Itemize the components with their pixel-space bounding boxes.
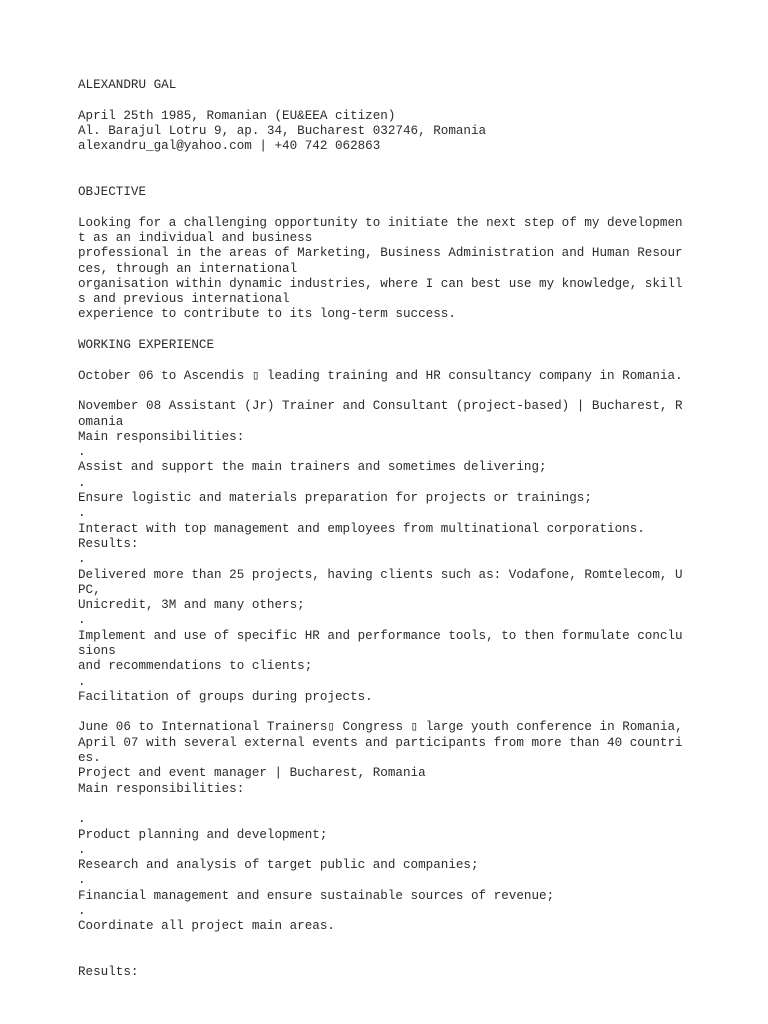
list-item: Facilitation of groups during projects. — [78, 689, 373, 704]
bullet-marker: . — [78, 873, 86, 888]
experience-heading: WORKING EXPERIENCE — [78, 338, 215, 353]
job1-title: November 08 Assistant (Jr) Trainer and Consultant (project-based) | Bucharest, R — [78, 399, 683, 414]
bullet-marker: . — [78, 904, 86, 919]
objective-text: ces, through an international — [78, 261, 298, 276]
list-item: Coordinate all project main areas. — [78, 919, 335, 934]
job2-title: Project and event manager | Bucharest, Romania — [78, 766, 426, 781]
objective-heading: OBJECTIVE — [78, 185, 147, 200]
bullet-marker: . — [78, 842, 86, 857]
job2-responsibilities-label: Main responsibilities: — [78, 781, 245, 796]
job2-intro: June 06 to International Trainers▯ Congress ▯ large youth conference in Romania, — [78, 720, 683, 735]
bullet-marker: . — [78, 613, 86, 628]
objective-text: Looking for a challenging opportunity to initiate the next step of my developmen — [78, 215, 683, 230]
job1-intro: October 06 to Ascendis ▯ leading training and HR consultancy company in Romania. — [78, 368, 683, 383]
resume-document — [78, 78, 718, 981]
job2-intro: April 07 with several external events and participants from more than 40 countri — [78, 735, 683, 750]
contact-info: alexandru_gal@yahoo.com | +40 742 062863 — [78, 139, 381, 154]
candidate-name: ALEXANDRU GAL — [78, 78, 177, 92]
list-item: Product planning and development; — [78, 827, 328, 842]
list-item: Implement and use of specific HR and performance tools, to then formulate conclu — [78, 628, 683, 643]
objective-text: s and previous international — [78, 292, 290, 307]
job2-results-label: Results: — [78, 965, 139, 980]
list-item: Delivered more than 25 projects, having clients such as: Vodafone, Romtelecom, U — [78, 567, 683, 582]
list-item: Interact with top management and employees from multinational corporations. — [78, 521, 645, 536]
bullet-marker: . — [78, 812, 86, 827]
job2-intro: es. — [78, 751, 101, 766]
birth-nationality: April 25th 1985, Romanian (EU&EEA citizen) — [78, 108, 396, 123]
bullet-marker: . — [78, 475, 86, 490]
objective-text: professional in the areas of Marketing, Business Administration and Human Resour — [78, 246, 683, 261]
list-item: Research and analysis of target public and companies; — [78, 858, 479, 873]
objective-text: experience to contribute to its long-term success. — [78, 307, 456, 322]
list-item: Ensure logistic and materials preparation for projects or trainings; — [78, 491, 592, 506]
bullet-marker: . — [78, 552, 86, 567]
job1-title: omania — [78, 414, 124, 429]
list-item: PC, — [78, 582, 101, 597]
list-item: sions — [78, 643, 116, 658]
address: Al. Barajul Lotru 9, ap. 34, Bucharest 032746, Romania — [78, 123, 487, 138]
list-item: Unicredit, 3M and many others; — [78, 598, 305, 613]
bullet-marker: . — [78, 674, 86, 689]
objective-text: t as an individual and business — [78, 230, 313, 245]
bullet-marker: . — [78, 445, 86, 460]
bullet-marker: . — [78, 506, 86, 521]
objective-text: organisation within dynamic industries, where I can best use my knowledge, skill — [78, 276, 683, 291]
job1-responsibilities-label: Main responsibilities: — [78, 429, 245, 444]
list-item: Assist and support the main trainers and sometimes delivering; — [78, 460, 547, 475]
job1-results-label: Results: — [78, 536, 139, 551]
list-item: and recommendations to clients; — [78, 659, 313, 674]
list-item: Financial management and ensure sustainable sources of revenue; — [78, 888, 555, 903]
